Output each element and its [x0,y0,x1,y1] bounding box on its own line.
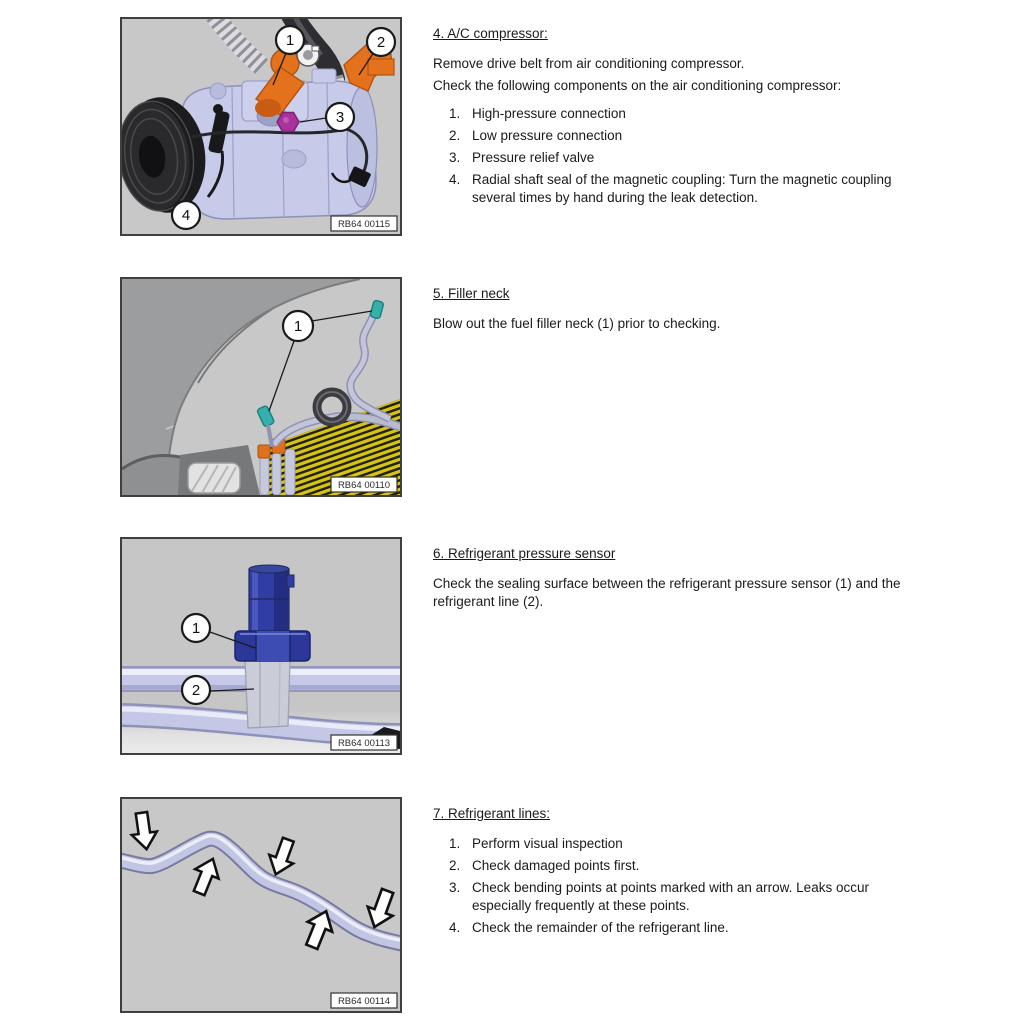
list-item [449,835,908,853]
list-item-number: 2. [449,858,461,873]
refrigerant-lines-illustration [122,799,400,1011]
figure-code-label [331,216,397,231]
list-item [449,149,908,167]
figure-code-label [331,477,397,492]
list-item-number: 1. [449,106,461,121]
svg-text:2: 2 [191,682,201,699]
list-item-text: Check bending points at points marked with an arrow. Leaks occur especially frequently at these points. [472,880,869,913]
callout-2 [182,676,210,704]
figure-refrigerant-lines [120,797,402,1013]
figure-filler-neck [120,277,402,497]
list-item-number: 4. [449,172,461,187]
figure-code-label [331,993,397,1008]
section-filler-neck-text [433,285,908,337]
list-item-number: 3. [449,150,461,165]
list-item [449,127,908,145]
pressure-relief-valve [277,113,299,132]
list-item [449,919,908,937]
list-item [449,105,908,123]
list-item-text: High-pressure connection [472,106,626,121]
list-item [449,879,908,915]
svg-text:RB64 00113: RB64 00113 [337,738,391,749]
svg-text:3: 3 [335,109,345,126]
svg-text:1: 1 [191,620,201,637]
section-pressure-sensor-text [433,545,908,615]
list-item-text: Perform visual inspection [472,836,623,851]
numbered-list [433,835,908,937]
list-item-number: 3. [449,880,461,895]
figure-pressure-sensor [120,537,402,755]
paragraph: Check the following components on the air conditioning compressor: [433,78,842,93]
callout-3 [326,103,354,131]
svg-text:RB64 00110: RB64 00110 [337,480,391,491]
svg-text:1: 1 [293,318,303,335]
section-heading: 6. Refrigerant pressure sensor [433,546,616,561]
paragraph: Remove drive belt from air conditioning compressor. [433,56,745,71]
figure-code-label [331,735,397,750]
list-item [449,857,908,875]
callout-2 [367,28,395,56]
list-item [449,171,908,207]
section-heading: 5. Filler neck [433,286,510,301]
callout-1 [283,311,313,341]
figure-ac-compressor [120,17,402,236]
callout-1 [182,614,210,642]
section-ac-compressor-text [433,25,908,211]
svg-text:RB64 00114: RB64 00114 [337,996,391,1007]
figure-background [122,799,400,1011]
section-heading: 7. Refrigerant lines: [433,806,551,821]
paragraph: Check the sealing surface between the refrigerant pressure sensor (1) and the refrigerant line (2). [433,576,901,609]
svg-text:RB64 00115: RB64 00115 [337,219,391,230]
svg-text:2: 2 [376,34,386,51]
filler-neck-illustration [122,279,400,495]
svg-text:4: 4 [181,207,191,224]
list-item-number: 4. [449,920,461,935]
numbered-list [433,105,908,207]
list-item-text: Check damaged points first. [472,858,640,873]
callout-1 [276,26,304,54]
list-item-text: Radial shaft seal of the magnetic coupling: Turn the magnetic coupling several times by hand during the leak detection. [472,172,892,205]
list-item-number: 2. [449,128,461,143]
list-item-text: Pressure relief valve [472,150,595,165]
callout-4 [172,201,200,229]
pipe-fitting [245,660,290,728]
list-item-number: 1. [449,836,461,851]
section-heading: 4. A/C compressor: [433,26,548,41]
ac-compressor-illustration [122,19,400,234]
svg-text:1: 1 [285,32,295,49]
list-item-text: Check the remainder of the refrigerant line. [472,920,729,935]
paragraph: Blow out the fuel filler neck (1) prior to checking. [433,316,721,331]
list-item-text: Low pressure connection [472,128,623,143]
section-refrigerant-lines-text [433,805,908,941]
pressure-sensor-illustration [122,539,400,753]
